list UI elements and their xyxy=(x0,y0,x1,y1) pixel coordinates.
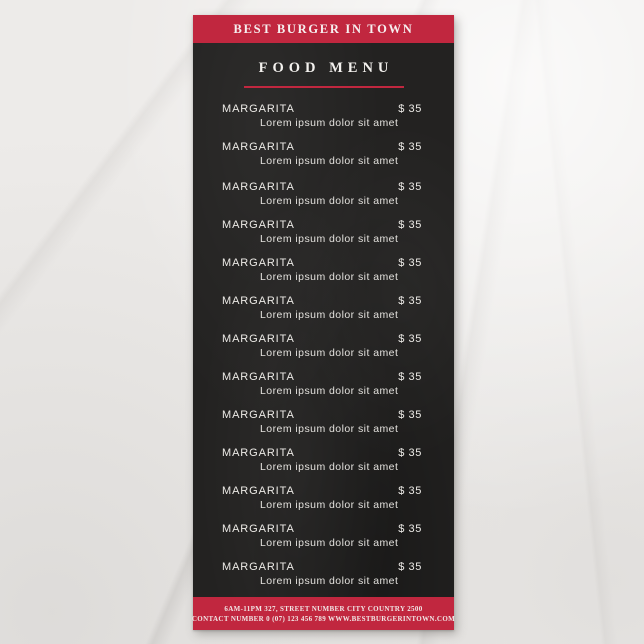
item-description: Lorem ipsum dolor sit amet xyxy=(260,499,399,511)
item-price: $ 35 xyxy=(398,371,422,383)
menu-item xyxy=(222,141,422,168)
item-description: Lorem ipsum dolor sit amet xyxy=(260,117,399,129)
item-price: $ 35 xyxy=(398,219,422,231)
item-name: MARGARITA xyxy=(222,371,295,383)
menu-item-row xyxy=(222,485,422,498)
item-name: MARGARITA xyxy=(222,257,295,269)
menu-item-row xyxy=(222,523,422,536)
menu-item-row xyxy=(222,141,422,154)
menu-item xyxy=(222,333,422,360)
item-name: MARGARITA xyxy=(222,103,295,115)
menu-title: FOOD MENU xyxy=(258,60,394,76)
menu-item xyxy=(222,295,422,322)
item-description: Lorem ipsum dolor sit amet xyxy=(260,155,399,167)
item-description: Lorem ipsum dolor sit amet xyxy=(260,309,399,321)
menu-item xyxy=(222,409,422,436)
item-name: MARGARITA xyxy=(222,181,295,193)
restaurant-name: BEST BURGER IN TOWN xyxy=(233,21,414,36)
chalkboard-body xyxy=(193,43,454,597)
item-name: MARGARITA xyxy=(222,295,295,307)
menu-item xyxy=(222,181,422,208)
menu-item xyxy=(222,257,422,284)
item-price: $ 35 xyxy=(398,523,422,535)
menu-item-row xyxy=(222,295,422,308)
menu-item xyxy=(222,447,422,474)
item-price: $ 35 xyxy=(398,103,422,115)
item-name: MARGARITA xyxy=(222,561,295,573)
menu-item-row xyxy=(222,561,422,574)
menu-item xyxy=(222,523,422,550)
menu-section xyxy=(222,103,422,168)
item-name: MARGARITA xyxy=(222,447,295,459)
item-price: $ 35 xyxy=(398,141,422,153)
footer-contact-website: CONTACT NUMBER 0 (07) 123 456 789 WWW.BESTBURGERINTOWN.COM xyxy=(191,614,456,623)
menu-item xyxy=(222,561,422,588)
menu-section xyxy=(222,181,422,588)
item-price: $ 35 xyxy=(398,295,422,307)
item-name: MARGARITA xyxy=(222,409,295,421)
item-name: MARGARITA xyxy=(222,141,295,153)
item-description: Lorem ipsum dolor sit amet xyxy=(260,233,399,245)
item-description: Lorem ipsum dolor sit amet xyxy=(260,537,399,549)
menu-item-row xyxy=(222,333,422,346)
item-price: $ 35 xyxy=(398,257,422,269)
menu-item-row xyxy=(222,103,422,116)
item-price: $ 35 xyxy=(398,333,422,345)
menu-item-row xyxy=(222,371,422,384)
item-price: $ 35 xyxy=(398,409,422,421)
item-price: $ 35 xyxy=(398,485,422,497)
menu-item-row xyxy=(222,409,422,422)
card-footer-band xyxy=(193,597,454,630)
item-description: Lorem ipsum dolor sit amet xyxy=(260,575,399,587)
menu-list xyxy=(193,88,454,588)
item-name: MARGARITA xyxy=(222,219,295,231)
menu-item-row xyxy=(222,447,422,460)
menu-item xyxy=(222,371,422,398)
item-description: Lorem ipsum dolor sit amet xyxy=(260,385,399,397)
item-name: MARGARITA xyxy=(222,485,295,497)
item-description: Lorem ipsum dolor sit amet xyxy=(260,461,399,473)
footer-hours-address: 6AM-11PM 327, STREET NUMBER CITY COUNTRY 2500 xyxy=(224,604,423,613)
card-header-band xyxy=(193,15,454,43)
item-price: $ 35 xyxy=(398,447,422,459)
item-description: Lorem ipsum dolor sit amet xyxy=(260,347,399,359)
menu-item xyxy=(222,103,422,130)
menu-item-row xyxy=(222,219,422,232)
item-description: Lorem ipsum dolor sit amet xyxy=(260,271,399,283)
menu-item-row xyxy=(222,257,422,270)
item-description: Lorem ipsum dolor sit amet xyxy=(260,423,399,435)
menu-item xyxy=(222,219,422,246)
item-name: MARGARITA xyxy=(222,523,295,535)
item-description: Lorem ipsum dolor sit amet xyxy=(260,195,399,207)
menu-item xyxy=(222,485,422,512)
menu-item-row xyxy=(222,181,422,194)
item-price: $ 35 xyxy=(398,181,422,193)
menu-card xyxy=(193,15,454,630)
item-name: MARGARITA xyxy=(222,333,295,345)
item-price: $ 35 xyxy=(398,561,422,573)
